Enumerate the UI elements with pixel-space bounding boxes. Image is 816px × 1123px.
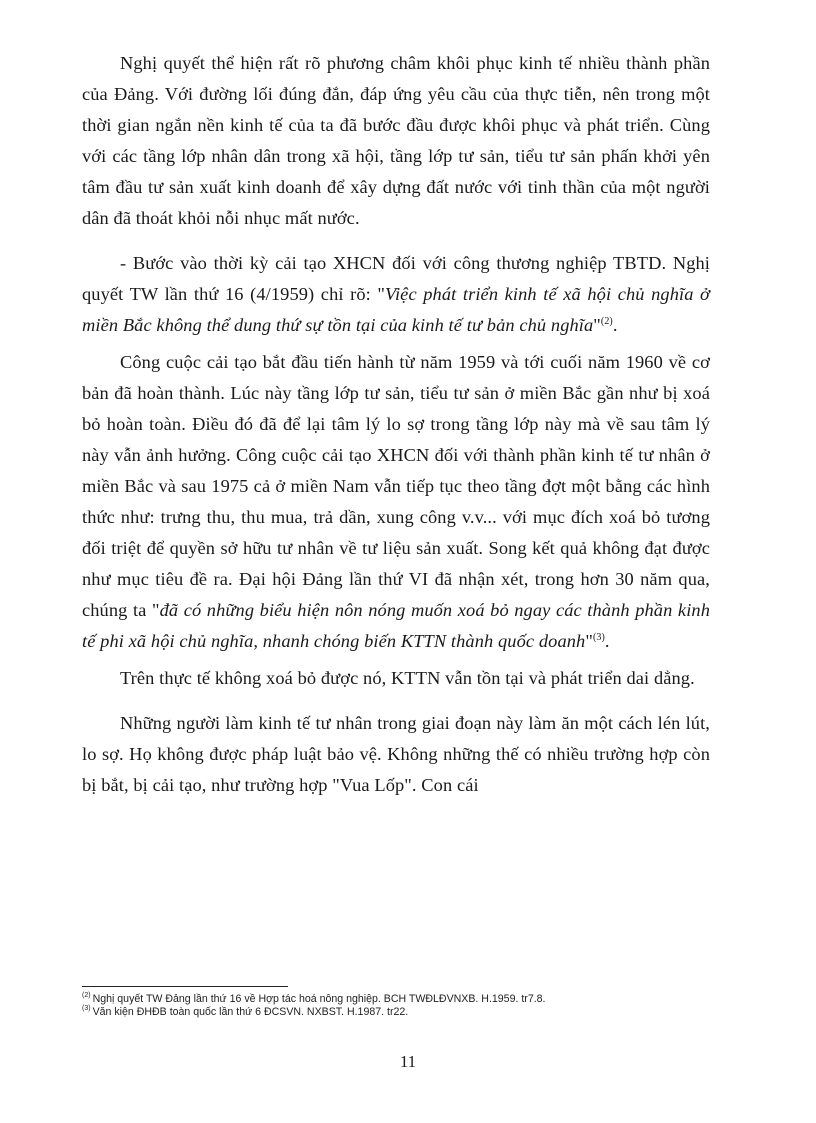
paragraph-4: Trên thực tế không xoá bỏ được nó, KTTN vẫn tồn tại và phát triển dai dẳng. bbox=[120, 668, 695, 688]
footnote-mark: (3) bbox=[82, 1005, 91, 1013]
footnote-mark: (2) bbox=[82, 992, 91, 1000]
footnotes bbox=[82, 993, 722, 1019]
paragraph-3 bbox=[82, 347, 710, 657]
paragraph-2-lead: - Bước vào thời kỳ cải tạo XHCN đối với công thương nghiệp TBTD. Nghị quyết TW lần thứ 16 (4/1959) chỉ rõ: " bbox=[82, 253, 710, 304]
body-text bbox=[82, 48, 710, 815]
paragraph-2 bbox=[82, 248, 710, 341]
paragraph-2-quote: Việc phát triển kinh tế xã hội chủ nghĩa ở miền Bắc không thể dung thứ sự tồn tại của kinh tế tư bản chủ nghĩa bbox=[82, 284, 710, 335]
footnote-2 bbox=[82, 993, 722, 1006]
paragraph-3-end: . bbox=[604, 631, 610, 651]
footnote-text: Văn kiện ĐHĐB toàn quốc lần thứ 6 ĐCSVN. NXBST. H.1987. tr22. bbox=[92, 1006, 409, 1018]
footnote-text: Nghị quyết TW Đảng lần thứ 16 về Hợp tác hoá nông nghiệp. BCH TWĐLĐVNXB. H.1959. tr7.8. bbox=[92, 993, 546, 1005]
footnote-ref-2: (2) bbox=[600, 315, 613, 327]
paragraph-3-lead: Công cuộc cải tạo bắt đầu tiến hành từ năm 1959 và tới cuối năm 1960 về cơ bản đã hoàn thành. Lúc này tầng lớp tư sản, tiểu tư sản ở miền Bắc gần như bị xoá bỏ hoàn toàn. Điều đó đã để lại tâm lý lo sợ trong tầng lớp này mà về sau tâm lý này vẫn ảnh hưởng. Công cuộc cải tạo XHCN đối với thành phần kinh tế tư nhân ở miền Bắc và sau 1975 cả ở miền Nam vẫn tiếp tục theo tầng đợt một bằng các hình thức như: trưng thu, thu mua, trả dần, xung công v.v... với mục đích xoá bỏ tương đối triệt để quyền sở hữu tư nhân về tư liệu sản xuất. Song kết quả không đạt được như mục tiêu đề ra. Đại hội Đảng lần thứ VI đã nhận xét, trong hơn 30 năm qua, chúng ta " bbox=[82, 352, 710, 620]
paragraph-3-close: " bbox=[585, 631, 593, 651]
footnote-ref-3: (3) bbox=[592, 631, 605, 643]
paragraph-5: Những người làm kinh tế tư nhân trong giai đoạn này làm ăn một cách lén lút, lo sợ. Họ không được pháp luật bảo vệ. Không những thế có nhiều trường hợp còn bị bắt, bị cải tạo, như trường hợp "Vua Lốp". Con cái bbox=[82, 713, 710, 795]
footnote-3 bbox=[82, 1006, 722, 1019]
paragraph-1: Nghị quyết thể hiện rất rõ phương châm khôi phục kinh tế nhiều thành phần của Đảng. Với đường lối đúng đắn, đáp ứng yêu cầu của thực tiễn, nên trong một thời gian ngắn nền kinh tế của ta đã bước đầu được khôi phục và phát triển. Cùng với các tầng lớp nhân dân trong xã hội, tầng lớp tư sản, tiểu tư sản phấn khởi yên tâm đầu tư sản xuất kinh doanh để xây dựng đất nước với tinh thần của một người dân đã thoát khỏi nỗi nhục mất nước. bbox=[82, 53, 710, 228]
footnote-divider bbox=[82, 986, 288, 987]
paragraph-3-quote: đã có những biểu hiện nôn nóng muốn xoá bỏ ngay các thành phần kinh tế phi xã hội chủ nghĩa, nhanh chóng biến KTTN thành quốc doanh bbox=[82, 600, 710, 651]
paragraph-2-close: " bbox=[593, 315, 601, 335]
paragraph-2-end: . bbox=[612, 315, 618, 335]
page-number: 11 bbox=[399, 1052, 417, 1071]
